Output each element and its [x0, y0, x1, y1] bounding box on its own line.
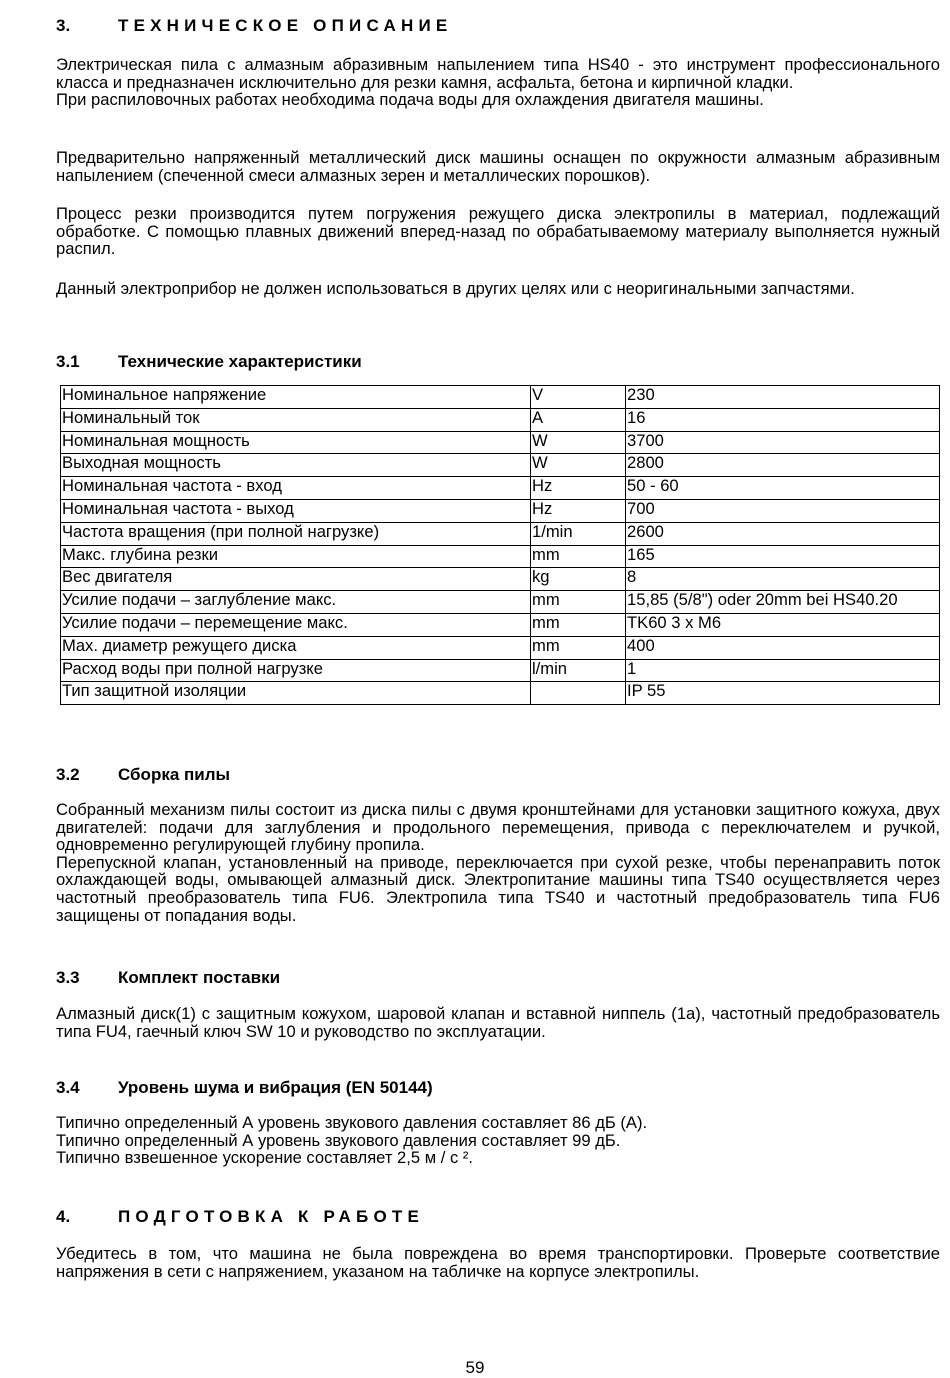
- spec-value: 15,85 (5/8") oder 20mm bei HS40.20: [626, 591, 940, 614]
- paragraph-text: Процесс резки производится путем погружения режущего диска электропилы в материал, подлежащий обработке. С помощью плавных движений вперед-назад по обрабатываемому материалу выполняется нужный распил.: [56, 204, 940, 259]
- spec-value: 1: [626, 659, 940, 682]
- paragraph-text: Предварительно напряженный металлический диск машины оснащен по окружности алмазным абразивным напылением (спеченной смеси алмазных зерен и металлических порошков).: [56, 148, 940, 185]
- spec-value: 2800: [626, 454, 940, 477]
- paragraph-text: Убедитесь в том, что машина не была повреждена во время транспортировки. Проверьте соответствие напряжения в сети с напряжением, указаном на табличке на корпусе электропилы.: [56, 1244, 940, 1281]
- section-title: Сборка пилы: [118, 765, 231, 784]
- table-row: [61, 408, 940, 431]
- spec-unit: W: [531, 454, 626, 477]
- paragraph: [56, 149, 940, 184]
- section-3-3-heading: [56, 968, 280, 988]
- table-row: [61, 613, 940, 636]
- spec-unit: A: [531, 408, 626, 431]
- spec-parameter: Номинальный ток: [61, 408, 531, 431]
- spec-unit: Hz: [531, 477, 626, 500]
- section-number: 3.2: [56, 765, 80, 784]
- paragraph: [56, 56, 940, 109]
- spec-value: 2600: [626, 522, 940, 545]
- spec-unit: V: [531, 386, 626, 409]
- section-number: 4.: [56, 1207, 71, 1226]
- paragraph-text: Электрическая пила с алмазным абразивным напылением типа HS40 - это инструмент профессионального класса и предназначен исключительно для резки камня, асфальта, бетона и кирпичной кладки.: [56, 55, 940, 92]
- spec-parameter: Частота вращения (при полной нагрузке): [61, 522, 531, 545]
- spec-unit: [531, 682, 626, 705]
- section-number: 3.: [56, 16, 71, 35]
- spec-parameter: Усилие подачи – заглубление макс.: [61, 591, 531, 614]
- spec-parameter: Вес двигателя: [61, 568, 531, 591]
- table-row: [61, 682, 940, 705]
- section-title: Комплект поставки: [118, 968, 281, 987]
- section-number: 3.4: [56, 1078, 80, 1097]
- table-row: [61, 636, 940, 659]
- spec-parameter: Номинальная частота - вход: [61, 477, 531, 500]
- section-3-2-heading: [56, 765, 230, 785]
- spec-value: 400: [626, 636, 940, 659]
- spec-value: 700: [626, 499, 940, 522]
- spec-unit: l/min: [531, 659, 626, 682]
- spec-unit: mm: [531, 545, 626, 568]
- section-number: 3.1: [56, 352, 80, 371]
- paragraph-text: Типично определенный А уровень звукового давления составляет 99 дБ.: [56, 1130, 621, 1150]
- table-row: [61, 568, 940, 591]
- table-row: [61, 386, 940, 409]
- specifications-table: [60, 385, 940, 705]
- table-row: [61, 591, 940, 614]
- spec-unit: mm: [531, 591, 626, 614]
- spec-parameter: Выходная мощность: [61, 454, 531, 477]
- spec-value: 230: [626, 386, 940, 409]
- spec-parameter: Номинальная мощность: [61, 431, 531, 454]
- paragraph-text: Типично определенный А уровень звукового давления составляет 86 дБ (А).: [56, 1113, 648, 1132]
- spec-value: 16: [626, 408, 940, 431]
- section-number: 3.3: [56, 968, 80, 987]
- paragraph: [56, 1005, 940, 1040]
- spec-unit: kg: [531, 568, 626, 591]
- table-row: [61, 522, 940, 545]
- spec-unit: Hz: [531, 499, 626, 522]
- spec-parameter: Усилие подачи – перемещение макс.: [61, 613, 531, 636]
- paragraph-text: Алмазный диск(1) с защитным кожухом, шаровой клапан и вставной ниппель (1а), частотный предобразователь типа FU4, гаечный ключ SW 10 и руководство по эксплуатации.: [56, 1004, 940, 1041]
- spec-parameter: Тип защитной изоляции: [61, 682, 531, 705]
- spec-value: 165: [626, 545, 940, 568]
- spec-unit: 1/min: [531, 522, 626, 545]
- section-3-4-heading: [56, 1078, 433, 1098]
- spec-value: 3700: [626, 431, 940, 454]
- spec-value: 8: [626, 568, 940, 591]
- spec-value: IP 55: [626, 682, 940, 705]
- section-title: ТЕХНИЧЕСКОЕ ОПИСАНИЕ: [118, 16, 453, 35]
- section-title: Технические характеристики: [118, 352, 362, 371]
- spec-parameter: Расход воды при полной нагрузке: [61, 659, 531, 682]
- paragraph: [56, 1114, 940, 1167]
- spec-value: 50 - 60: [626, 477, 940, 500]
- paragraph-text: Перепускной клапан, установленный на приводе, переключается при сухой резке, чтобы перенаправить поток охлаждающей воды, омывающей алмазный диск. Электропитание машины типа TS40 осуществляется через частотный преобразователь типа FU6. Электропила типа TS40 и частотный предобразователь типа FU6 защищены от попадания воды.: [56, 852, 940, 925]
- paragraph: [56, 205, 940, 258]
- spec-unit: mm: [531, 636, 626, 659]
- section-title: ПОДГОТОВКА К РАБОТЕ: [118, 1207, 424, 1226]
- paragraph-text: Данный электроприбор не должен использоваться в других целях или с неоригинальными запчастями.: [56, 279, 855, 298]
- spec-parameter: Номинальное напряжение: [61, 386, 531, 409]
- table-row: [61, 545, 940, 568]
- paragraph: [56, 1245, 940, 1280]
- section-title: Уровень шума и вибрация (EN 50144): [118, 1078, 433, 1097]
- paragraph-text: При распиловочных работах необходима подача воды для охлаждения двигателя машины.: [56, 90, 764, 110]
- spec-unit: mm: [531, 613, 626, 636]
- section-3-1-heading: [56, 352, 362, 372]
- section-4-heading: [56, 1207, 424, 1227]
- page-number: 59: [465, 1358, 485, 1377]
- paragraph-text: Собранный механизм пилы состоит из диска пилы с двумя кронштейнами для установки защитного кожуха, двух двигателей: подачи для заглубления и продольного перемещения, привода с переключателем и ручкой, одновременно регулирующей глубину пропила.: [56, 800, 940, 855]
- table-row: [61, 499, 940, 522]
- paragraph: [56, 801, 940, 924]
- spec-unit: W: [531, 431, 626, 454]
- table-row: [61, 477, 940, 500]
- spec-parameter: Номинальная частота - выход: [61, 499, 531, 522]
- paragraph-text: Типично взвешенное ускорение составляет 2,5 м / с ².: [56, 1148, 474, 1168]
- table-row: [61, 659, 940, 682]
- table-row: [61, 454, 940, 477]
- table-row: [61, 431, 940, 454]
- spec-value: TK60 3 x M6: [626, 613, 940, 636]
- section-3-heading: [56, 16, 452, 36]
- spec-parameter: Max. диаметр режущего диска: [61, 636, 531, 659]
- spec-parameter: Макс. глубина резки: [61, 545, 531, 568]
- paragraph: [56, 280, 940, 298]
